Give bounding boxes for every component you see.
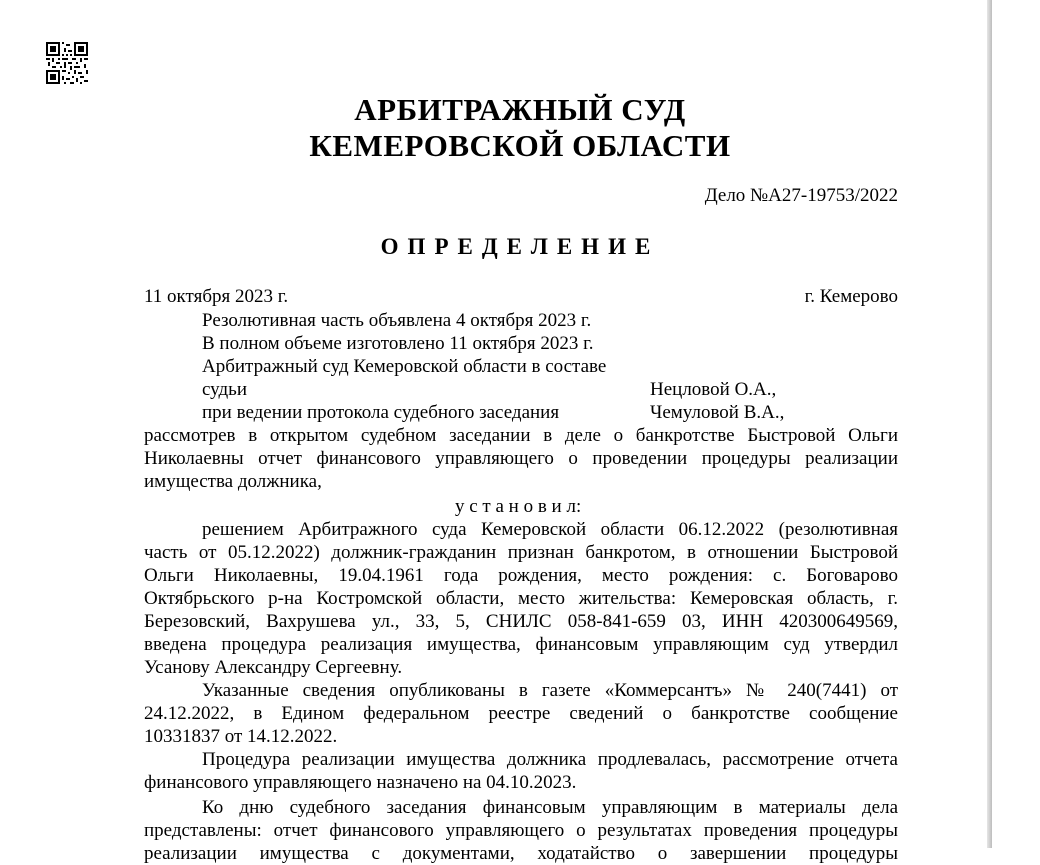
secretary-label: при ведении протокола судебного заседания [202,402,560,423]
paragraph-line: Усанову Александру Сергеевну. [144,657,403,678]
qr-code-icon [46,42,88,84]
considering-line: рассмотрев в открытом судебном заседании в деле о банкротстве Быстровой Ольги [144,425,898,446]
decision-date: 11 октября 2023 г. [144,286,289,307]
resolution-date-line: Резолютивная часть объявлена 4 октября 2023 г. [202,310,592,331]
paragraph-line: Ко дню судебного заседания финансовым управляющим в материалы дела [202,797,898,818]
full-text-date-line: В полном объеме изготовлено 11 октября 2023 г. [202,333,594,354]
paragraph-line: Процедура реализации имущества должника продлевалась, рассмотрение отчета [202,749,898,770]
document-title: ОПРЕДЕЛЕНИЕ [380,234,660,259]
decision-city: г. Кемерово [804,286,898,307]
paragraph-line: 10331837 от 14.12.2022. [144,726,338,747]
paragraph-line: Указанные сведения опубликованы в газете «Коммерсантъ» № 240(7441) от [202,680,898,701]
paragraph-line: реализации имущества с документами, ходатайство о завершении процедуры [144,843,898,864]
court-name-line2: КЕМЕРОВСКОЙ ОБЛАСТИ [309,128,731,163]
paragraph-line: финансового управляющего назначено на 04.10.2023. [144,772,577,793]
paragraph-line: часть от 05.12.2022) должник-гражданин признан банкротом, в отношении Быстровой [144,542,898,563]
paragraph-line: представлены: отчет финансового управляющего о результатах проведения процедуры [144,820,898,841]
case-number: Дело №А27-19753/2022 [704,185,898,206]
court-name-line1: АРБИТРАЖНЫЙ СУД [354,92,686,127]
judge-label: судьи [202,379,247,400]
page-edge-shadow [987,0,992,848]
paragraph-line: Ольги Николаевны, 19.04.1961 года рождения, место рождения: с. Боговарово [144,565,898,586]
paragraph-line: 24.12.2022, в Едином федеральном реестре сведений о банкротстве сообщение [144,703,898,724]
considering-line: имущества должника, [144,471,322,492]
paragraph-line: введена процедура реализация имущества, финансовым управляющим суд утвердил [144,634,898,655]
court-composition: Арбитражный суд Кемеровской области в составе [202,356,607,377]
secretary-name: Чемуловой В.А., [650,402,785,423]
established-heading: у с т а н о в и л: [455,496,582,517]
judge-name: Нецловой О.А., [650,379,777,400]
considering-line: Николаевны отчет финансового управляющего о проведении процедуры реализации [144,448,898,469]
paragraph-line: Березовский, Вахрушева ул., 33, 5, СНИЛС 058-841-659 03, ИНН 420300649569, [144,611,898,632]
paragraph-line: решением Арбитражного суда Кемеровской области 06.12.2022 (резолютивная [202,519,898,540]
paragraph-line: Октябрьского р-на Костромской области, место жительства: Кемеровская область, г. [144,588,898,609]
